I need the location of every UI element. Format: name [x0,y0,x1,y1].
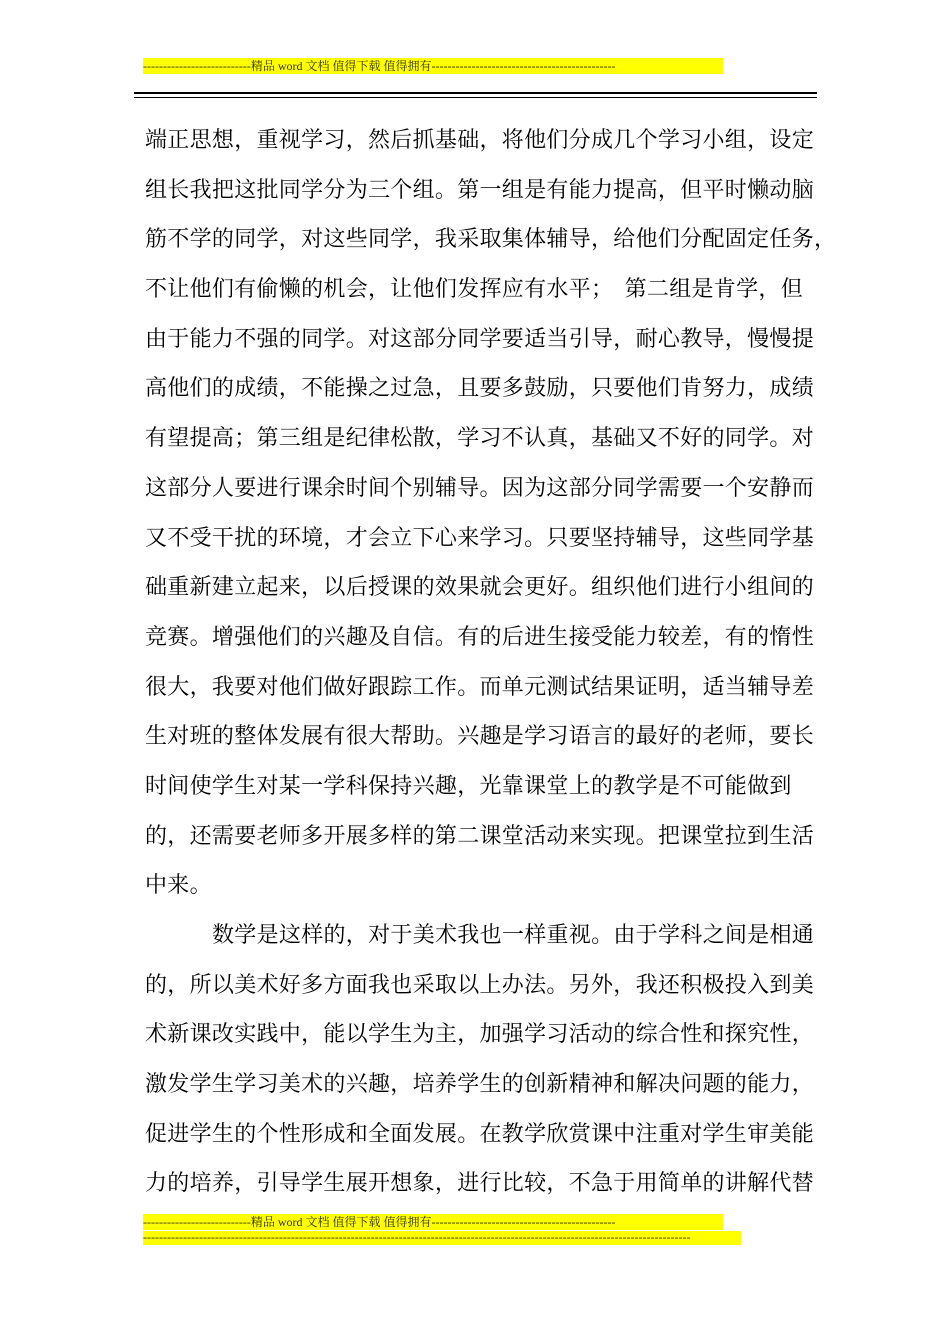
body-line: 由于能力不强的同学。对这部分同学要适当引导，耐心教导，慢慢提 [145,326,815,352]
body-line: 这部分人要进行课余时间个别辅导。因为这部分同学需要一个安静而 [145,475,815,501]
footer-dash-line: ----------------------------------------------------------------------------------------------------------------------------------------- [143,1231,741,1245]
body-line: 高他们的成绩，不能操之过急，且要多鼓励，只要他们肯努力，成绩 [145,376,815,402]
header-rule-thin [134,97,817,98]
body-line: 端正思想，重视学习，然后抓基础，将他们分成几个学习小组，设定 [145,128,815,153]
body-line: 术新课改实践中，能以学生为主，加强学习活动的综合性和探究性， [145,1022,815,1048]
body-line: 础重新建立起来，以后授课的效果就会更好。组织他们进行小组间的 [145,575,815,601]
document-body [145,116,837,1209]
body-line: 很大，我要对他们做好跟踪工作。而单元测试结果证明，适当辅导差 [145,674,815,700]
body-line: 有望提高；第三组是纪律松散，学习不认真，基础又不好的同学。对 [145,426,815,452]
body-line: 激发学生学习美术的兴趣，培养学生的创新精神和解决问题的能力， [145,1072,815,1098]
header-banner: ---------------------------精品 word 文档 值得下载 值得拥有---------------------------------------------- [143,58,723,74]
body-line: 的，还需要老师多开展多样的第二课堂活动来实现。把课堂拉到生活 [145,823,815,849]
body-line: 生对班的整体发展有很大帮助。兴趣是学习语言的最好的老师，要长 [145,724,815,750]
body-line: 又不受干扰的环境，才会立下心来学习。只要坚持辅导，这些同学基 [145,525,815,551]
body-line: 竞赛。增强他们的兴趣及自信。有的后进生接受能力较差，有的惰性 [145,624,815,650]
body-line: 力的培养，引导学生展开想象，进行比较，不急于用简单的讲解代替 [145,1171,815,1197]
body-line: 促进学生的个性形成和全面发展。在教学欣赏课中注重对学生审美能 [145,1121,815,1147]
body-line-paragraph-start: 数学是这样的，对于美术我也一样重视。由于学科之间是相通 [212,923,815,948]
body-line: 筋不学的同学，对这些同学，我采取集体辅导，给他们分配固定任务， [145,227,837,253]
body-line: 时间使学生对某一学科保持兴趣，光靠课堂上的教学是不可能做到 [145,773,792,799]
body-line: 中来。 [145,873,212,899]
body-line: 的，所以美术好多方面我也采取以上办法。另外，我还积极投入到美 [145,972,815,998]
header-rule-thick [134,92,817,94]
body-line: 不让他们有偷懒的机会，让他们发挥应有水平； 第二组是肯学，但 [145,277,804,303]
body-line: 组长我把这批同学分为三个组。第一组是有能力提高，但平时懒动脑 [145,177,815,203]
footer-banner: ---------------------------精品 word 文档 值得下载 值得拥有---------------------------------------------- [143,1214,723,1230]
